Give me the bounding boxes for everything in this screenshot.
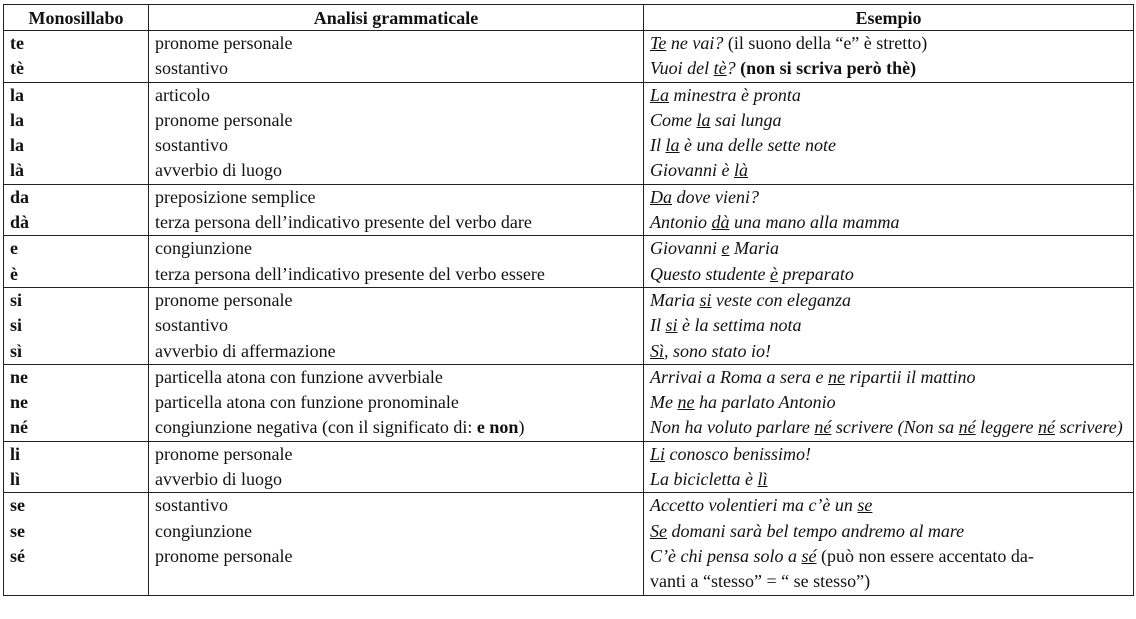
analysis-line: pronome personale — [155, 33, 293, 53]
example-line — [650, 415, 1127, 440]
monosyllable-word: è — [10, 263, 18, 284]
example-text: Maria — [729, 238, 779, 259]
example-line — [650, 544, 1127, 569]
monosillabo-cell — [4, 493, 149, 595]
example-text: La bicicletta è — [650, 469, 758, 490]
analysis-fragment: congiunzione negativa (con il significato di: — [155, 417, 477, 438]
example-line — [650, 365, 1127, 390]
example-text: Maria — [650, 289, 700, 310]
example-highlight: né — [958, 417, 976, 438]
monosillabo-cell — [4, 441, 149, 493]
example-text: veste con eleganza — [711, 289, 851, 310]
monosillabo-cell — [4, 236, 149, 288]
monosyllable-word: sì — [10, 340, 23, 361]
monosyllable-word: e — [10, 238, 18, 259]
monosyllable-word: da — [10, 186, 30, 207]
analysis-line: particella atona con funzione avverbiale — [155, 366, 443, 387]
analisi-cell — [149, 364, 644, 441]
example-highlight: la — [665, 135, 680, 156]
example-highlight: Te — [650, 33, 667, 53]
monosyllable-word: la — [10, 109, 25, 130]
monosyllable-word: la — [10, 84, 25, 105]
analisi-cell — [149, 31, 644, 83]
example-text: C’è chi pensa solo a — [650, 545, 802, 566]
example-highlight: si — [699, 289, 712, 310]
analysis-fragment: e non — [476, 417, 519, 438]
analysis-line: preposizione semplice — [155, 186, 316, 207]
example-highlight: ne — [677, 392, 695, 413]
example-line — [650, 56, 1127, 81]
example-highlight: si — [665, 315, 678, 336]
analysis-line — [155, 415, 637, 440]
monosyllable-word: se — [10, 520, 25, 541]
example-text: Vuoi del — [650, 58, 714, 79]
example-text: Come — [650, 109, 697, 130]
example-highlight: dà — [711, 212, 730, 233]
example-highlight: né — [1037, 417, 1055, 438]
analisi-cell — [149, 287, 644, 364]
table-row — [4, 184, 1134, 236]
analisi-cell — [149, 184, 644, 236]
example-text: una mano alla mamma — [729, 212, 900, 233]
analisi-cell — [149, 82, 644, 184]
example-line — [650, 108, 1127, 133]
analysis-line: terza persona dell’indicativo presente del verbo essere — [155, 263, 545, 284]
example-highlight: tè — [713, 58, 727, 79]
analysis-line: sostantivo — [155, 135, 229, 156]
header-analisi: Analisi grammaticale — [149, 5, 644, 31]
example-highlight: la — [696, 109, 711, 130]
analysis-line: pronome personale — [155, 109, 293, 130]
monosyllable-word: né — [10, 417, 28, 438]
example-line — [650, 262, 1127, 287]
table-row — [4, 287, 1134, 364]
example-highlight: là — [733, 160, 748, 181]
example-line — [650, 185, 1127, 210]
table-row — [4, 236, 1134, 288]
example-text: minestra è pronta — [669, 84, 801, 105]
monosyllable-word: li — [10, 443, 21, 464]
monosyllable-word: ne — [10, 366, 28, 387]
monosyllable-word: la — [10, 135, 25, 156]
header-monosillabo: Monosillabo — [4, 5, 149, 31]
example-text: Giovanni è — [650, 160, 734, 181]
example-highlight: Se — [650, 520, 667, 541]
monosillabo-cell — [4, 82, 149, 184]
analysis-fragment: ) — [518, 417, 525, 438]
header-esempio: Esempio — [644, 5, 1134, 31]
example-text: Questo studente — [650, 263, 770, 284]
example-line — [650, 313, 1127, 338]
example-text: Antonio — [650, 212, 712, 233]
esempio-cell — [644, 184, 1134, 236]
example-line — [650, 210, 1127, 235]
monosyllable-table — [3, 4, 1134, 596]
monosillabo-cell — [4, 364, 149, 441]
analisi-cell — [149, 236, 644, 288]
analysis-line: pronome personale — [155, 289, 293, 310]
analysis-line: pronome personale — [155, 443, 293, 464]
monosyllable-table-container — [3, 4, 1134, 596]
analysis-line: sostantivo — [155, 58, 229, 79]
table-row — [4, 493, 1134, 595]
example-highlight: ne — [827, 366, 845, 387]
analysis-line: pronome personale — [155, 545, 293, 566]
monosyllable-word: si — [10, 289, 23, 310]
monosyllable-word: se — [10, 495, 25, 516]
analysis-line: avverbio di affermazione — [155, 340, 336, 361]
example-text: ne vai? — [666, 33, 724, 53]
example-text: Accetto volentieri ma c’è un — [650, 495, 858, 516]
analysis-line: congiunzione — [155, 238, 252, 259]
example-text: dove vieni? — [672, 186, 759, 207]
analysis-line: congiunzione — [155, 520, 252, 541]
example-text: conosco benissimo! — [665, 443, 811, 464]
example-text: Il — [650, 315, 666, 336]
example-line — [650, 236, 1127, 261]
analysis-line: particella atona con funzione pronominale — [155, 392, 459, 413]
example-line — [650, 31, 1127, 56]
monosyllable-word: lì — [10, 469, 21, 490]
example-text: scrivere) — [1054, 417, 1123, 438]
monosillabo-cell — [4, 287, 149, 364]
example-line — [650, 467, 1127, 492]
analisi-cell — [149, 493, 644, 595]
example-text: è una delle sette note — [679, 135, 836, 156]
example-text: preparato — [777, 263, 854, 284]
analysis-line: avverbio di luogo — [155, 469, 282, 490]
table-row — [4, 82, 1134, 184]
esempio-cell — [644, 31, 1134, 83]
example-line — [650, 288, 1127, 313]
example-text: Arrivai a Roma a sera e — [650, 366, 828, 387]
example-line — [650, 493, 1127, 518]
monosyllable-word: si — [10, 315, 23, 336]
example-text: (non si scriva però thè) — [740, 58, 917, 79]
example-text: ha parlato Antonio — [694, 392, 836, 413]
monosillabo-cell — [4, 31, 149, 83]
example-highlight: La — [650, 84, 670, 105]
analisi-cell — [149, 441, 644, 493]
table-row — [4, 364, 1134, 441]
table-row — [4, 441, 1134, 493]
example-highlight: lì — [757, 469, 768, 490]
example-highlight: Sì — [650, 340, 665, 361]
example-line — [650, 569, 1127, 594]
example-text: Il — [650, 135, 666, 156]
example-text: scrivere (Non sa — [831, 417, 959, 438]
monosyllable-word: tè — [10, 58, 24, 79]
example-text: domani sarà bel tempo andremo al mare — [667, 520, 965, 541]
example-text: Me — [650, 392, 678, 413]
example-line — [650, 133, 1127, 158]
analysis-line: sostantivo — [155, 315, 229, 336]
table-row — [4, 31, 1134, 83]
example-line — [650, 83, 1127, 108]
example-highlight: è — [769, 263, 778, 284]
example-text: (può non essere accentato da- — [816, 545, 1034, 566]
example-text: vanti a “stesso” = “ se stesso”) — [650, 571, 871, 592]
esempio-cell — [644, 441, 1134, 493]
esempio-cell — [644, 82, 1134, 184]
example-text: sai lunga — [710, 109, 782, 130]
example-line — [650, 390, 1127, 415]
monosillabo-cell — [4, 184, 149, 236]
analysis-line: articolo — [155, 84, 210, 105]
example-text: leggere — [975, 417, 1038, 438]
monosyllable-word: dà — [10, 212, 30, 233]
example-highlight: sé — [801, 545, 817, 566]
monosyllable-word: sé — [10, 545, 25, 566]
example-text: , sono stato io! — [664, 340, 772, 361]
example-highlight: se — [857, 495, 873, 516]
example-line — [650, 519, 1127, 544]
header-row — [4, 5, 1134, 31]
example-line — [650, 339, 1127, 364]
example-text: è la settima nota — [677, 315, 802, 336]
example-highlight: Li — [650, 443, 666, 464]
example-text: Non ha voluto parlare — [650, 417, 815, 438]
analysis-line: terza persona dell’indicativo presente del verbo dare — [155, 212, 532, 233]
analysis-line: avverbio di luogo — [155, 160, 282, 181]
example-text: Giovanni — [650, 238, 722, 259]
example-highlight: Da — [650, 186, 672, 207]
monosyllable-word: te — [10, 33, 24, 53]
example-text: ? — [726, 58, 741, 79]
example-line — [650, 442, 1127, 467]
example-text: ripartii il mattino — [844, 366, 976, 387]
esempio-cell — [644, 364, 1134, 441]
example-highlight: e — [721, 238, 730, 259]
esempio-cell — [644, 493, 1134, 595]
esempio-cell — [644, 236, 1134, 288]
analysis-line: sostantivo — [155, 495, 229, 516]
esempio-cell — [644, 287, 1134, 364]
example-highlight: né — [814, 417, 832, 438]
monosyllable-word: ne — [10, 392, 28, 413]
example-text: (il suono della “e” è stretto) — [723, 33, 928, 53]
monosyllable-word: là — [10, 160, 25, 181]
example-line — [650, 158, 1127, 183]
